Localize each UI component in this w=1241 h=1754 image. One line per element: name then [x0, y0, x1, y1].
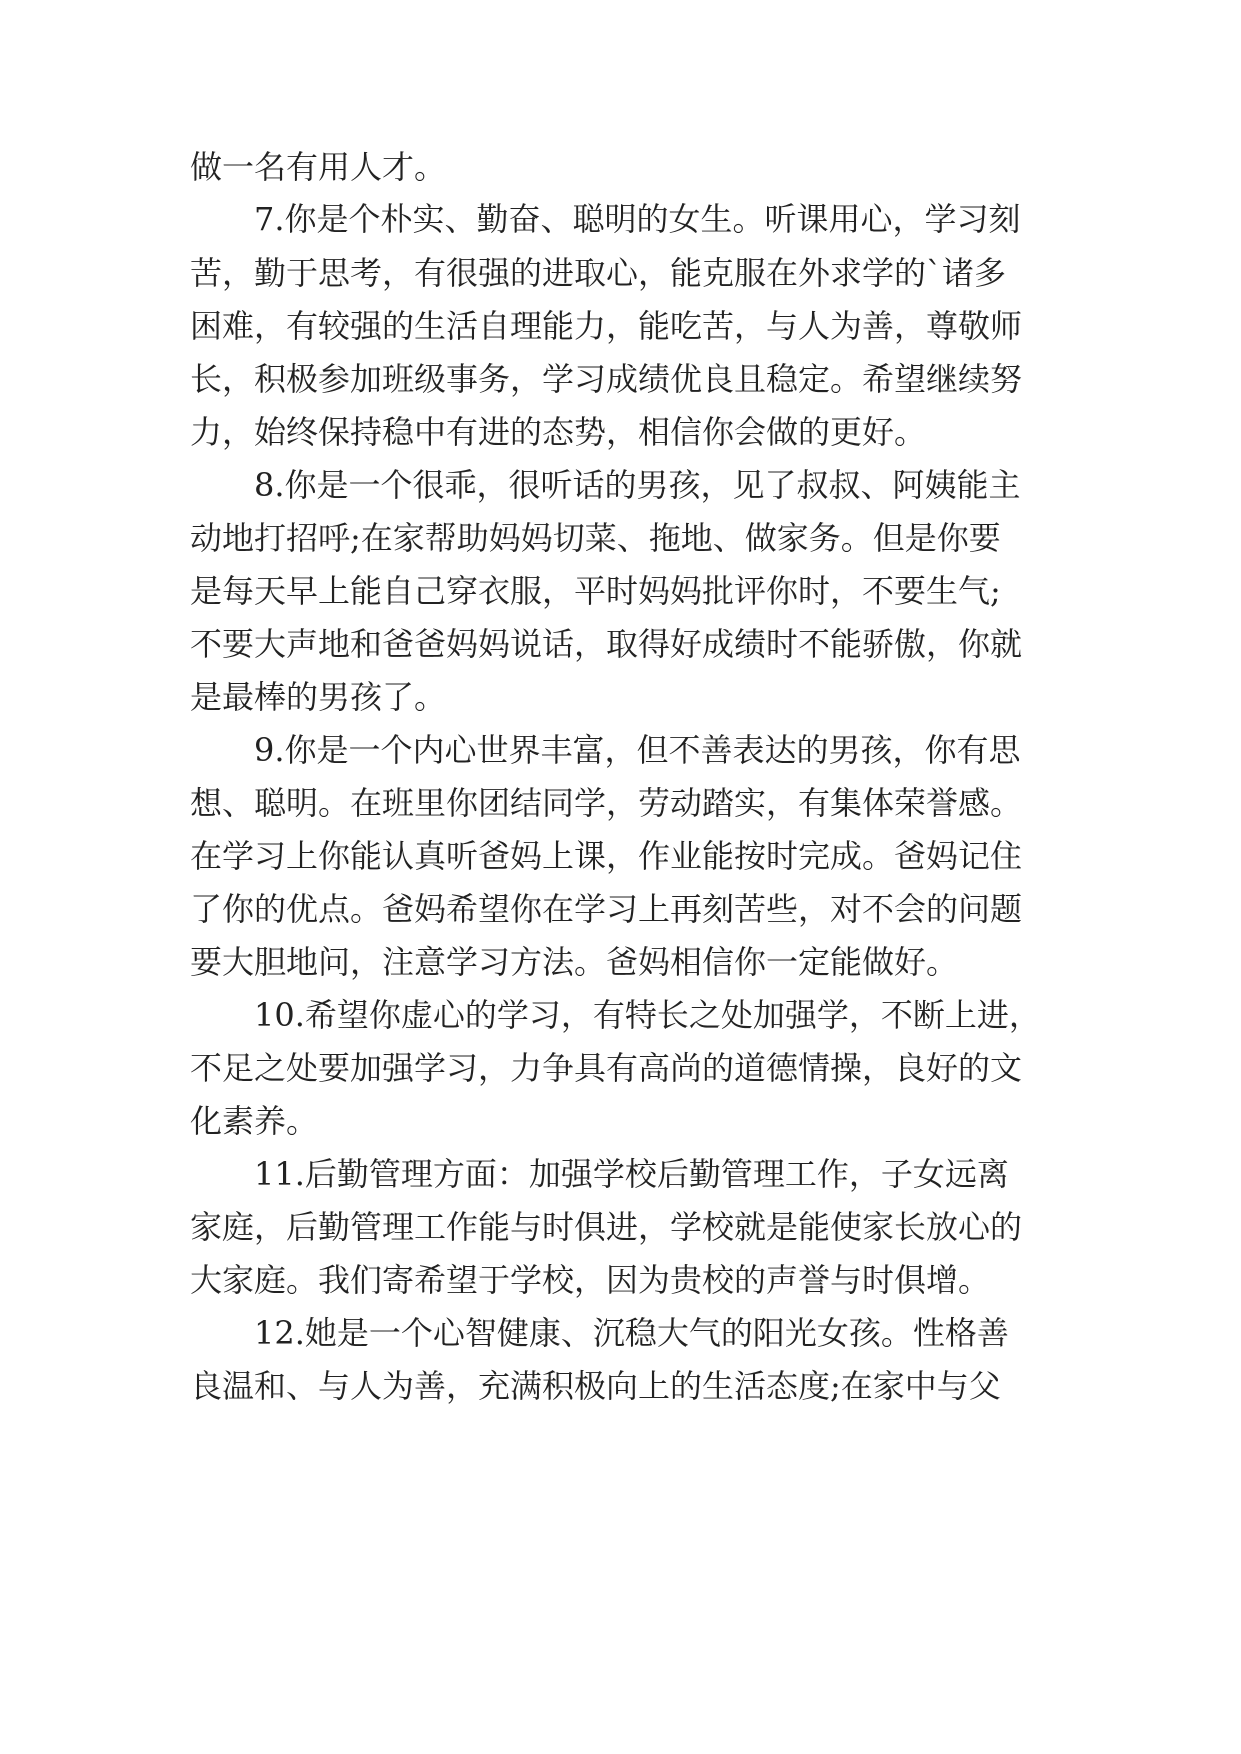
text-line: 力，始终保持稳中有进的态势，相信你会做的更好。 [190, 413, 927, 451]
text-line: 动地打招呼;在家帮助妈妈切菜、拖地、做家务。但是你要 [190, 519, 1001, 557]
text-line: 良温和、与人为善，充满积极向上的生活态度;在家中与父 [190, 1367, 1001, 1405]
text-line: 想、聪明。在班里你团结同学，劳动踏实，有集体荣誉感。 [190, 784, 1023, 822]
text-line: 长，积极参加班级事务，学习成绩优良且稳定。希望继续努 [190, 360, 1023, 398]
text-line: 家庭，后勤管理工作能与时俱进，学校就是能使家长放心的 [190, 1208, 1023, 1246]
text-line: 不足之处要加强学习，力争具有高尚的道德情操，良好的文 [190, 1049, 1023, 1087]
text-line: 困难，有较强的生活自理能力，能吃苦，与人为善，尊敬师 [190, 307, 1023, 345]
text-line: 做一名有用人才。 [190, 148, 447, 186]
paragraph-10-start: 10.希望你虚心的学习，有特长之处加强学，不断上进， [254, 996, 1041, 1034]
text-line: 化素养。 [190, 1102, 319, 1140]
text-line: 了你的优点。爸妈希望你在学习上再刻苦些，对不会的问题 [190, 890, 1023, 928]
text-line: 大家庭。我们寄希望于学校，因为贵校的声誉与时俱增。 [190, 1261, 991, 1299]
text-line: 苦，勤于思考，有很强的进取心，能克服在外求学的`诸多 [190, 254, 1007, 292]
text-line: 是最棒的男孩了。 [190, 678, 447, 716]
paragraph-9-start: 9.你是一个内心世界丰富，但不善表达的男孩，你有思 [254, 731, 1021, 769]
text-line: 不要大声地和爸爸妈妈说话，取得好成绩时不能骄傲，你就 [190, 625, 1023, 663]
paragraph-12-start: 12.她是一个心智健康、沉稳大气的阳光女孩。性格善 [254, 1314, 1009, 1352]
paragraph-7-start: 7.你是个朴实、勤奋、聪明的女生。听课用心，学习刻 [254, 200, 1021, 238]
paragraph-11-start: 11.后勤管理方面：加强学校后勤管理工作，子女远离 [254, 1155, 1009, 1193]
text-line: 要大胆地问，注意学习方法。爸妈相信你一定能做好。 [190, 943, 959, 981]
text-line: 在学习上你能认真听爸妈上课，作业能按时完成。爸妈记住 [190, 837, 1023, 875]
paragraph-8-start: 8.你是一个很乖，很听话的男孩，见了叔叔、阿姨能主 [254, 466, 1021, 504]
text-line: 是每天早上能自己穿衣服，平时妈妈批评你时，不要生气; [190, 572, 1001, 610]
